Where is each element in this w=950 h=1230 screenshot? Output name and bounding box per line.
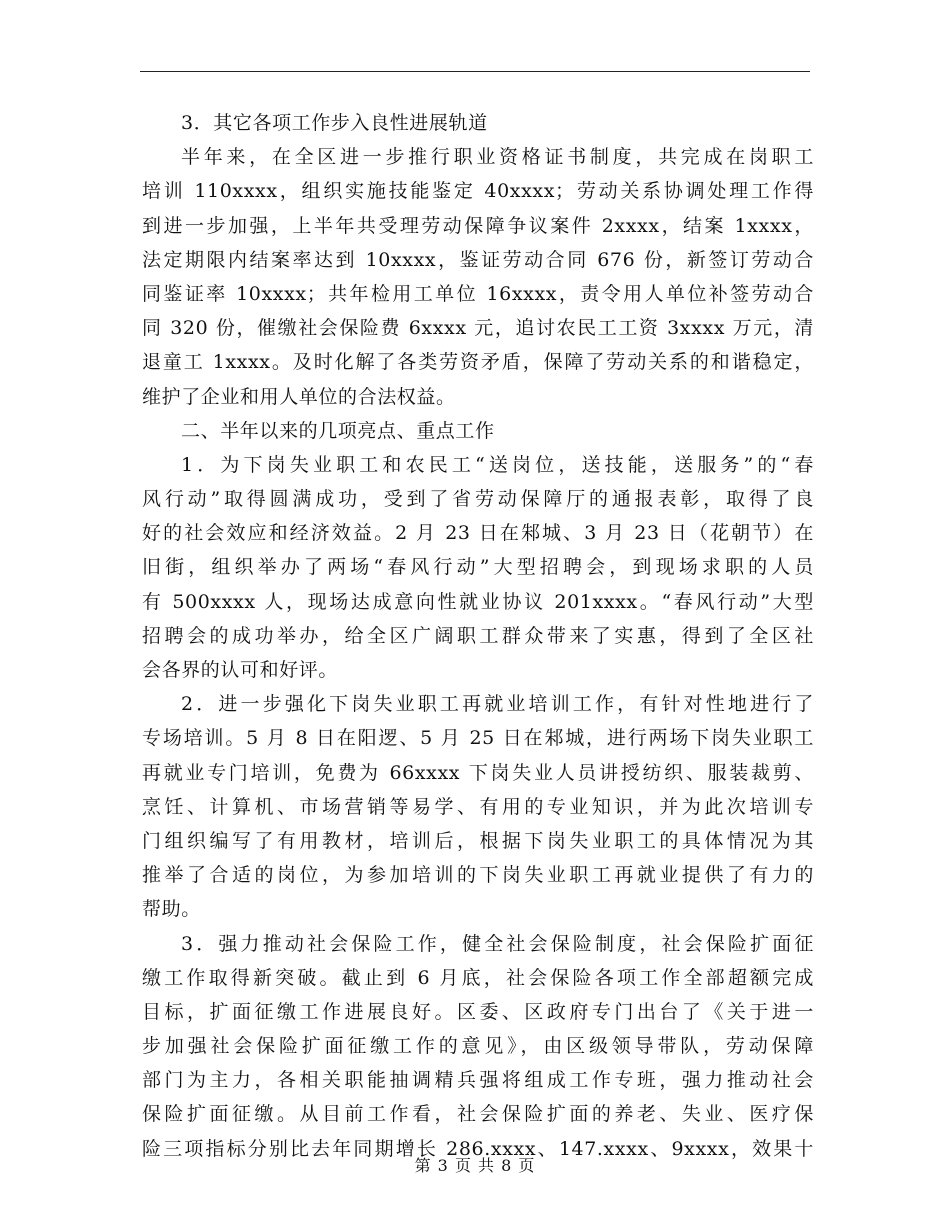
header-rule [140, 71, 810, 72]
text-line: 招聘会的成功举办，给全区广阔职工群众带来了实惠，得到了全区社 [142, 624, 814, 647]
text-line: 目标，扩面征缴工作进展良好。区委、区政府专门出台了《关于进一 [142, 1000, 814, 1023]
text-line: 会各界的认可和好评。 [142, 659, 339, 681]
text-line: 3．强力推动社会保险工作，健全社会保险制度，社会保险扩面征 [181, 932, 814, 955]
text-line: 法定期限内结案率达到 10xxxx，鉴证劳动合同 676 份，新签订劳动合 [142, 248, 814, 271]
text-line: 推举了合适的岗位，为参加培训的下岗失业职工再就业提供了有力的 [142, 864, 814, 887]
text-line: 1．为下岗失业职工和农民工“送岗位，送技能，送服务”的“春 [181, 453, 814, 476]
text-line: 缴工作取得新突破。截止到 6 月底，社会保险各项工作全部超额完成 [142, 966, 814, 989]
text-line: 同 320 份，催缴社会保险费 6xxxx 元，追讨农民工工资 3xxxx 万元，清 [142, 317, 814, 340]
text-line: 步加强社会保险扩面征缴工作的意见》，由区级领导带队，劳动保障 [142, 1035, 814, 1058]
text-line: 二、半年以来的几项亮点、重点工作 [181, 419, 495, 442]
text-line: 部门为主力，各相关职能抽调精兵强将组成工作专班，强力推动社会 [142, 1069, 814, 1092]
text-line: 维护了企业和用人单位的合法权益。 [142, 385, 456, 408]
text-line: 旧街，组织举办了两场“春风行动”大型招聘会，到现场求职的人员 [142, 556, 814, 579]
text-line: 培训 110xxxx，组织实施技能鉴定 40xxxx；劳动关系协调处理工作得 [142, 180, 814, 203]
text-line: 烹饪、计算机、市场营销等易学、有用的专业知识，并为此次培训专 [142, 795, 814, 818]
text-line: 帮助。 [142, 898, 201, 921]
document-body [142, 106, 814, 1166]
text-line: 险三项指标分别比去年同期增长 286.xxxx、147.xxxx、9xxxx，效果十 [142, 1137, 814, 1160]
text-line: 半年来，在全区进一步推行职业资格证书制度，共完成在岗职工 [181, 146, 814, 169]
text-line: 再就业专门培训，免费为 66xxxx 下岗失业人员讲授纺织、服装裁剪、 [142, 761, 814, 784]
text-line: 好的社会效应和经济效益。2 月 23 日在邾城、3 月 23 日（花朝节）在 [142, 522, 814, 545]
text-line: 门组织编写了有用教材，培训后，根据下岗失业职工的具体情况为其 [142, 829, 814, 852]
text-line: 有 500xxxx 人，现场达成意向性就业协议 201xxxx。“春风行动”大型 [142, 590, 814, 613]
text-line: 3．其它各项工作步入良性进展轨道 [181, 112, 488, 134]
text-line: 退童工 1xxxx。及时化解了各类劳资矛盾，保障了劳动关系的和谐稳定， [142, 351, 814, 374]
text-line: 同鉴证率 10xxxx；共年检用工单位 16xxxx，责令用人单位补签劳动合 [142, 282, 814, 305]
text-line: 保险扩面征缴。从目前工作看，社会保险扩面的养老、失业、医疗保 [142, 1103, 814, 1126]
text-line: 2．进一步强化下岗失业职工再就业培训工作，有针对性地进行了 [181, 693, 814, 716]
page-number: 第 3 页 共 8 页 [414, 1156, 536, 1175]
text-line: 风行动”取得圆满成功，受到了省劳动保障厅的通报表彰，取得了良 [142, 488, 814, 511]
text-line: 专场培训。5 月 8 日在阳逻、5 月 25 日在邾城，进行两场下岗失业职工 [142, 727, 814, 750]
text-line: 到进一步加强，上半年共受理劳动保障争议案件 2xxxx，结案 1xxxx， [142, 214, 814, 237]
